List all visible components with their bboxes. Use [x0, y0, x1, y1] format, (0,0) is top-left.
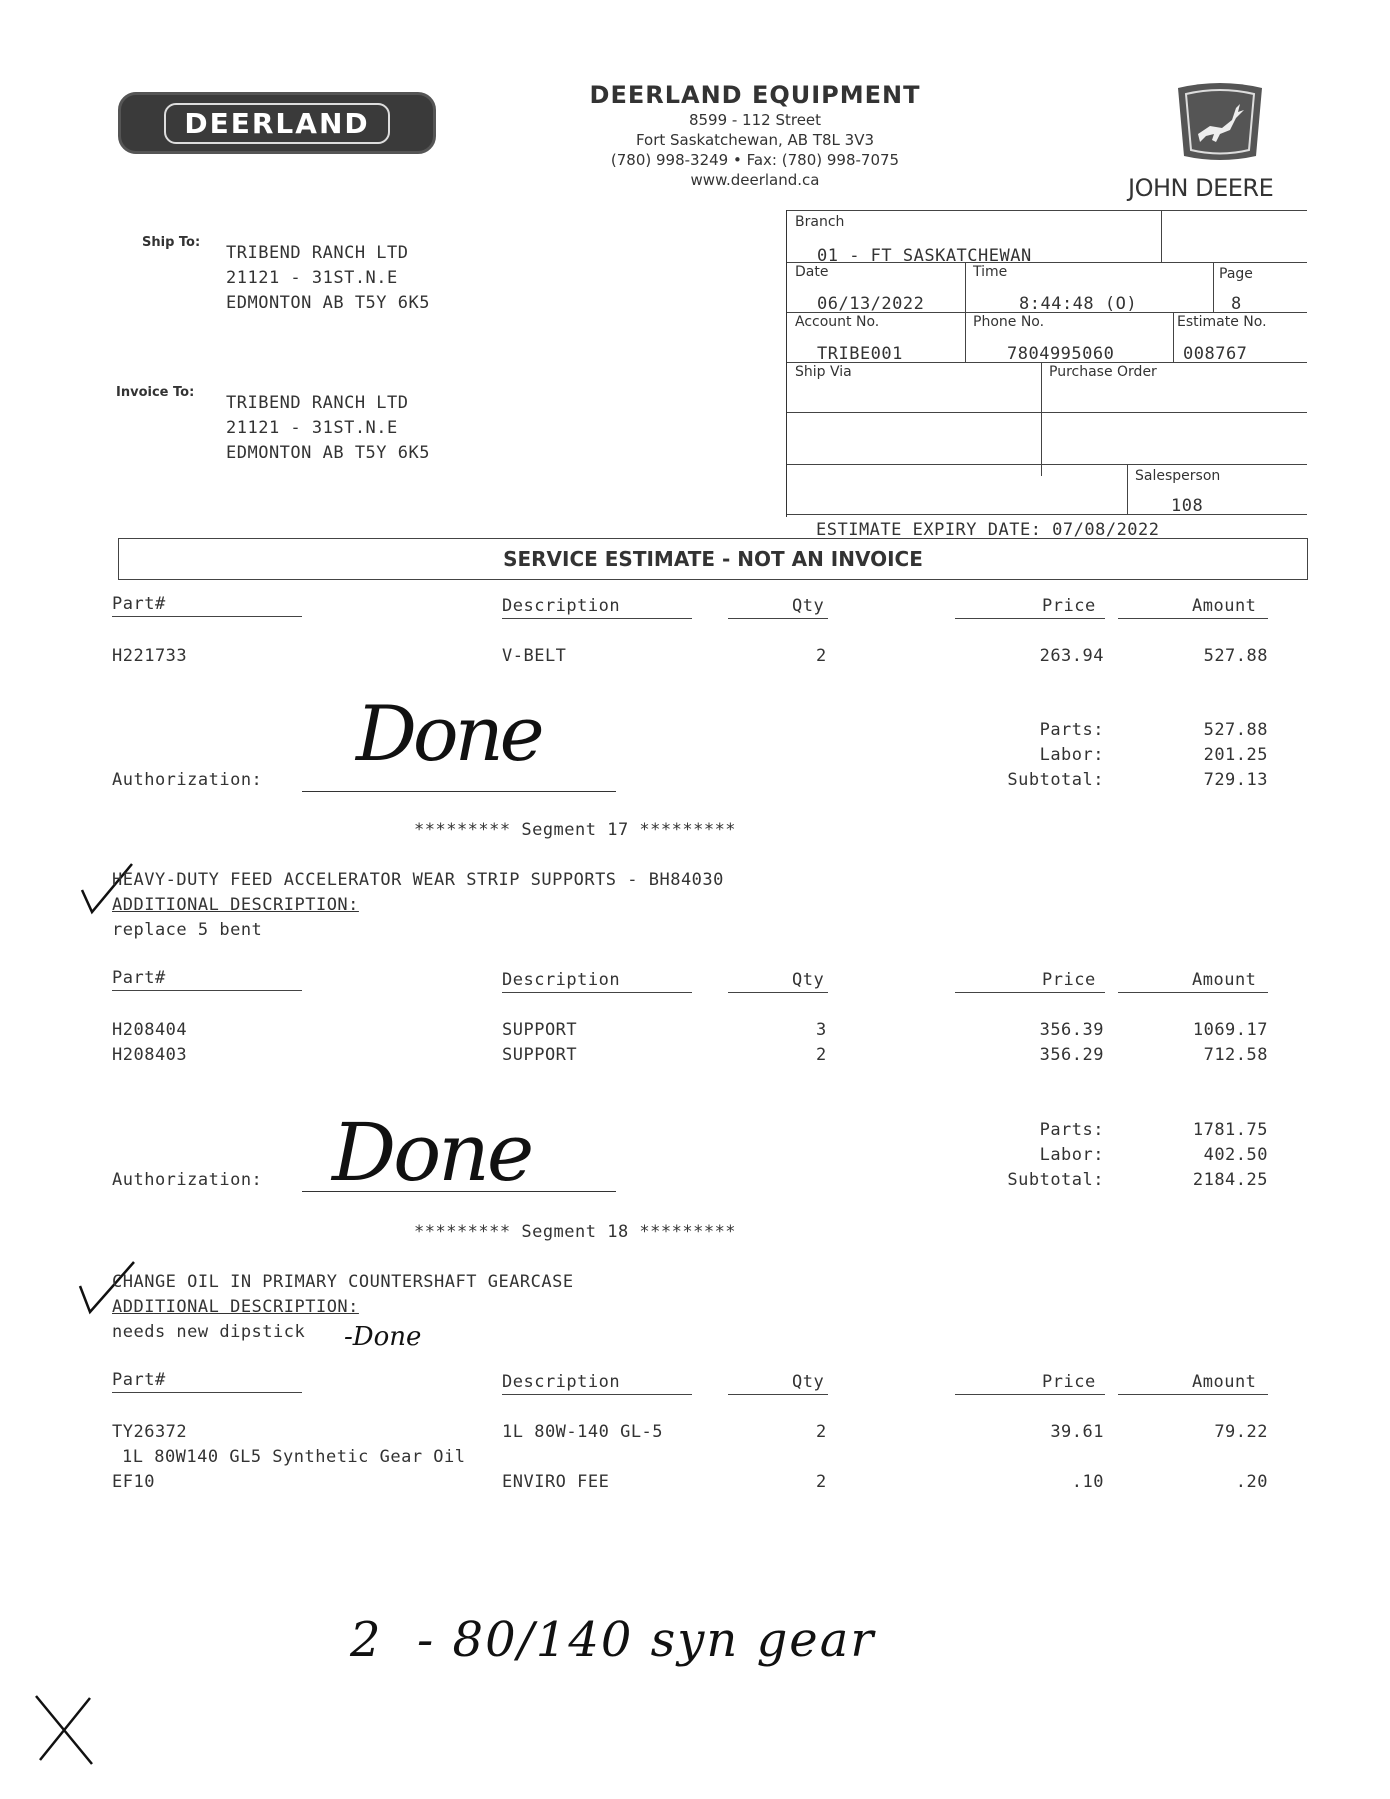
col-part-header: Part#: [112, 1370, 166, 1390]
row-qty: 2: [816, 646, 827, 666]
salesperson-label: Salesperson: [1135, 468, 1221, 484]
ship-via-label: Ship Via: [795, 364, 852, 380]
invoice-to-line-3: EDMONTON AB T5Y 6K5: [226, 443, 430, 463]
x-mark-icon: [30, 1690, 100, 1770]
estimate-value: 008767: [1183, 344, 1248, 364]
logo-text: DEERLAND: [164, 103, 389, 144]
done-note: -Done: [344, 1322, 422, 1352]
col-description-header: Description: [502, 596, 621, 616]
row-price: 263.94: [1039, 646, 1104, 666]
date-label: Date: [795, 264, 829, 280]
row-description: V-BELT: [502, 646, 567, 666]
signature-done: Done: [332, 1106, 532, 1199]
segment-17-line-3: replace 5 bent: [112, 920, 263, 940]
row-price: .10: [1071, 1472, 1104, 1492]
row-amount: 712.58: [1203, 1045, 1268, 1065]
ship-to-line-1: TRIBEND RANCH LTD: [226, 243, 409, 263]
row-price: 356.29: [1039, 1045, 1104, 1065]
row-price: 39.61: [1050, 1422, 1104, 1442]
row-description: ENVIRO FEE: [502, 1472, 610, 1492]
phone-label: Phone No.: [973, 314, 1045, 330]
purchase-order-label: Purchase Order: [1049, 364, 1157, 380]
signature-done: Done: [356, 689, 541, 778]
company-header: [540, 80, 970, 190]
invoice-to-line-1: TRIBEND RANCH LTD: [226, 393, 409, 413]
col-price-header: Price: [1042, 970, 1096, 990]
authorization-label: Authorization:: [112, 1170, 263, 1190]
row-description: SUPPORT: [502, 1045, 578, 1065]
ship-to-address: [226, 241, 430, 316]
parts-total: 527.88: [1203, 720, 1268, 740]
col-amount-header: Amount: [1192, 970, 1257, 990]
row-description: SUPPORT: [502, 1020, 578, 1040]
segment-18-line-2: ADDITIONAL DESCRIPTION:: [112, 1297, 359, 1317]
time-label: Time: [973, 264, 1008, 280]
phone-value: 7804995060: [1007, 344, 1115, 364]
subtotal-total: 729.13: [1203, 770, 1268, 790]
row-part: H208403: [112, 1045, 188, 1065]
col-description-header: Description: [502, 970, 621, 990]
info-box: [786, 210, 1307, 517]
parts-label: Parts:: [1039, 1120, 1104, 1140]
row-sub-description: 1L 80W140 GL5 Synthetic Gear Oil: [122, 1447, 466, 1467]
col-price-header: Price: [1042, 596, 1096, 616]
row-part: EF10: [112, 1472, 155, 1492]
segment-18-line-3: needs new dipstick: [112, 1322, 306, 1342]
col-part-header: Part#: [112, 594, 166, 614]
deerland-logo: [118, 92, 436, 154]
labor-total: 402.50: [1203, 1145, 1268, 1165]
segment-17-line-2: ADDITIONAL DESCRIPTION:: [112, 895, 359, 915]
col-amount-header: Amount: [1192, 596, 1257, 616]
page-value: 8: [1231, 294, 1242, 314]
parts-label: Parts:: [1039, 720, 1104, 740]
row-qty: 2: [816, 1472, 827, 1492]
company-name: DEERLAND EQUIPMENT: [589, 81, 921, 109]
company-address-1: 8599 - 112 Street: [688, 111, 822, 129]
segment-18-line-1: CHANGE OIL IN PRIMARY COUNTERSHAFT GEARCASE: [112, 1272, 574, 1292]
invoice-to-label: Invoice To:: [116, 385, 195, 400]
time-value: 8:44:48 (O): [1019, 294, 1138, 314]
branch-label: Branch: [795, 214, 845, 230]
parts-total: 1781.75: [1192, 1120, 1268, 1140]
salesperson-value: 108: [1171, 496, 1204, 516]
service-estimate-banner: SERVICE ESTIMATE - NOT AN INVOICE: [118, 538, 1308, 580]
labor-label: Labor:: [1039, 745, 1104, 765]
col-qty-header: Qty: [792, 1372, 825, 1392]
labor-label: Labor:: [1039, 1145, 1104, 1165]
row-amount: .20: [1235, 1472, 1268, 1492]
invoice-to-line-2: 21121 - 31ST.N.E: [226, 418, 398, 438]
account-label: Account No.: [795, 314, 880, 330]
segment-17-title: ********* Segment 17 *********: [414, 820, 737, 840]
estimate-label: Estimate No.: [1177, 314, 1267, 330]
branch-value: 01 - FT SASKATCHEWAN: [817, 246, 1032, 266]
company-website: www.deerland.ca: [690, 171, 820, 189]
ship-to-line-3: EDMONTON AB T5Y 6K5: [226, 293, 430, 313]
col-qty-header: Qty: [792, 596, 825, 616]
col-amount-header: Amount: [1192, 1372, 1257, 1392]
date-value: 06/13/2022: [817, 294, 925, 314]
row-qty: 2: [816, 1422, 827, 1442]
row-part: H208404: [112, 1020, 188, 1040]
company-address-2: Fort Saskatchewan, AB T8L 3V3: [635, 131, 875, 149]
handwritten-note: 2 - 80/140 syn gear: [350, 1612, 876, 1668]
row-qty: 3: [816, 1020, 827, 1040]
segment-18-title: ********* Segment 18 *********: [414, 1222, 737, 1242]
subtotal-label: Subtotal:: [1007, 1170, 1104, 1190]
authorization-label: Authorization:: [112, 770, 263, 790]
row-amount: 1069.17: [1192, 1020, 1268, 1040]
row-price: 356.39: [1039, 1020, 1104, 1040]
segment-17-line-1: HEAVY-DUTY FEED ACCELERATOR WEAR STRIP SUPPORTS - BH84030: [112, 870, 724, 890]
row-qty: 2: [816, 1045, 827, 1065]
estimate-expiry: ESTIMATE EXPIRY DATE: 07/08/2022: [816, 520, 1160, 540]
row-part: H221733: [112, 646, 188, 666]
ship-to-label: Ship To:: [142, 235, 201, 250]
subtotal-total: 2184.25: [1192, 1170, 1268, 1190]
company-phone-fax: (780) 998-3249 • Fax: (780) 998-7075: [610, 151, 900, 169]
page-label: Page: [1219, 266, 1253, 282]
col-price-header: Price: [1042, 1372, 1096, 1392]
row-part: TY26372: [112, 1422, 188, 1442]
account-value: TRIBE001: [817, 344, 903, 364]
row-amount: 527.88: [1203, 646, 1268, 666]
john-deere-text: JOHN DEERE: [1128, 174, 1274, 202]
invoice-to-address: [226, 391, 430, 466]
col-part-header: Part#: [112, 968, 166, 988]
row-amount: 79.22: [1214, 1422, 1268, 1442]
ship-to-line-2: 21121 - 31ST.N.E: [226, 268, 398, 288]
row-description: 1L 80W-140 GL-5: [502, 1422, 664, 1442]
labor-total: 201.25: [1203, 745, 1268, 765]
subtotal-label: Subtotal:: [1007, 770, 1104, 790]
col-description-header: Description: [502, 1372, 621, 1392]
col-qty-header: Qty: [792, 970, 825, 990]
deer-icon: [1170, 82, 1270, 162]
